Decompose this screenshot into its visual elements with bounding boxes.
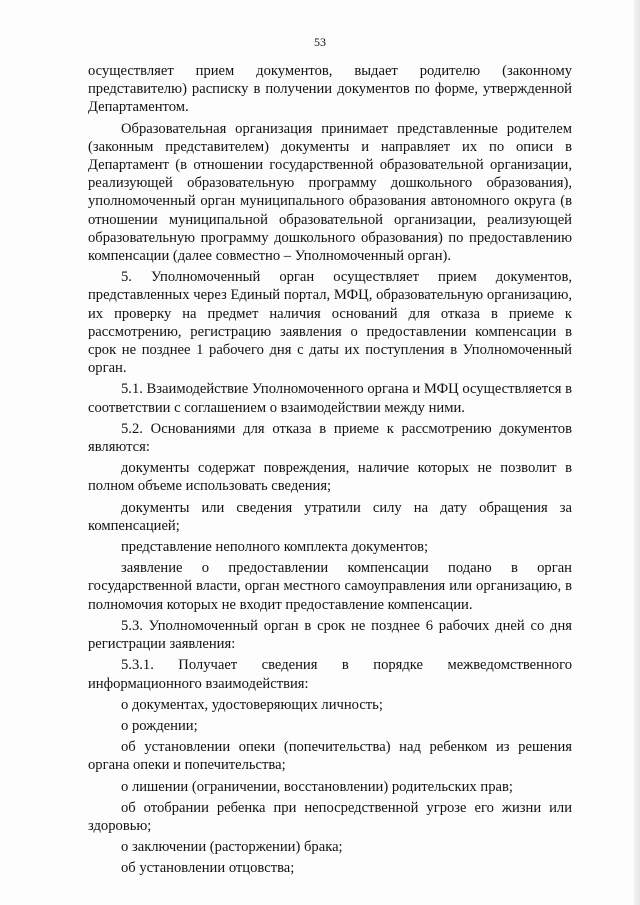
paragraph: 5.3.1. Получает сведения в порядке межведомственного информационного взаимодействия:	[88, 657, 572, 692]
paragraph: 5.1. Взаимодействие Уполномоченного органа и МФЦ осуществляется в соответствии с соглашением о взаимодействии между ними.	[88, 381, 572, 416]
paragraph: 5.2. Основаниями для отказа в приеме к рассмотрению документов являются:	[88, 420, 572, 456]
page-number: 53	[314, 35, 326, 49]
document-body	[88, 62, 572, 878]
paragraph: Образовательная организация принимает представленные родителем (законным представителем) документы и направляет их по описи в Департамент (в отношении государственной образовательной организации, реализующей образовательную программу дошкольного образования), уполномоченный орган муниципального образования автономного округа (в отношении муниципальной образовательной организации, реализующей образовательную программу дошкольного образования) по предоставлению компенсации (далее совместно – Уполномоченный орган).	[88, 120, 572, 265]
list-item: представление неполного комплекта документов;	[121, 539, 429, 556]
list-item: об установлении опеки (попечительства) над ребенком из решения органа опеки и попечительства;	[88, 739, 572, 774]
list-item: о лишении (ограничении, восстановлении) родительских прав;	[121, 778, 513, 795]
list-item: о рождении;	[121, 717, 198, 734]
paragraph: осуществляет прием документов, выдает родителю (законному представителю) расписку в получении документов по форме, утвержденной Департаментом.	[88, 63, 572, 116]
list-item: заявление о предоставлении компенсации подано в орган государственной власти, орган местного самоуправления или организацию, в полномочия которых не входит предоставление компенсации.	[88, 560, 572, 613]
paragraph: 5. Уполномоченный орган осуществляет прием документов, представленных через Единый портал, МФЦ, образовательную организацию, их проверку на предмет наличия оснований для отказа в приеме к рассмотрению, регистрацию заявления о предоставлении компенсации в срок не позднее 1 рабочего дня с даты их поступления в Уполномоченный орган.	[88, 269, 572, 377]
list-item: о заключении (расторжении) брака;	[121, 839, 343, 856]
list-item: об отобрании ребенка при непосредственной угрозе его жизни или здоровью;	[88, 799, 572, 834]
scan-edge-shadow	[634, 0, 640, 905]
list-item: документы или сведения утратили силу на дату обращения за компенсацией;	[88, 499, 572, 534]
paragraph: 5.3. Уполномоченный орган в срок не позднее 6 рабочих дней со дня регистрации заявления:	[88, 617, 572, 653]
list-item: документы содержат повреждения, наличие которых не позволит в полном объеме использовать сведения;	[88, 460, 572, 495]
list-item: о документах, удостоверяющих личность;	[121, 696, 383, 713]
list-item: об установлении отцовства;	[121, 860, 295, 877]
